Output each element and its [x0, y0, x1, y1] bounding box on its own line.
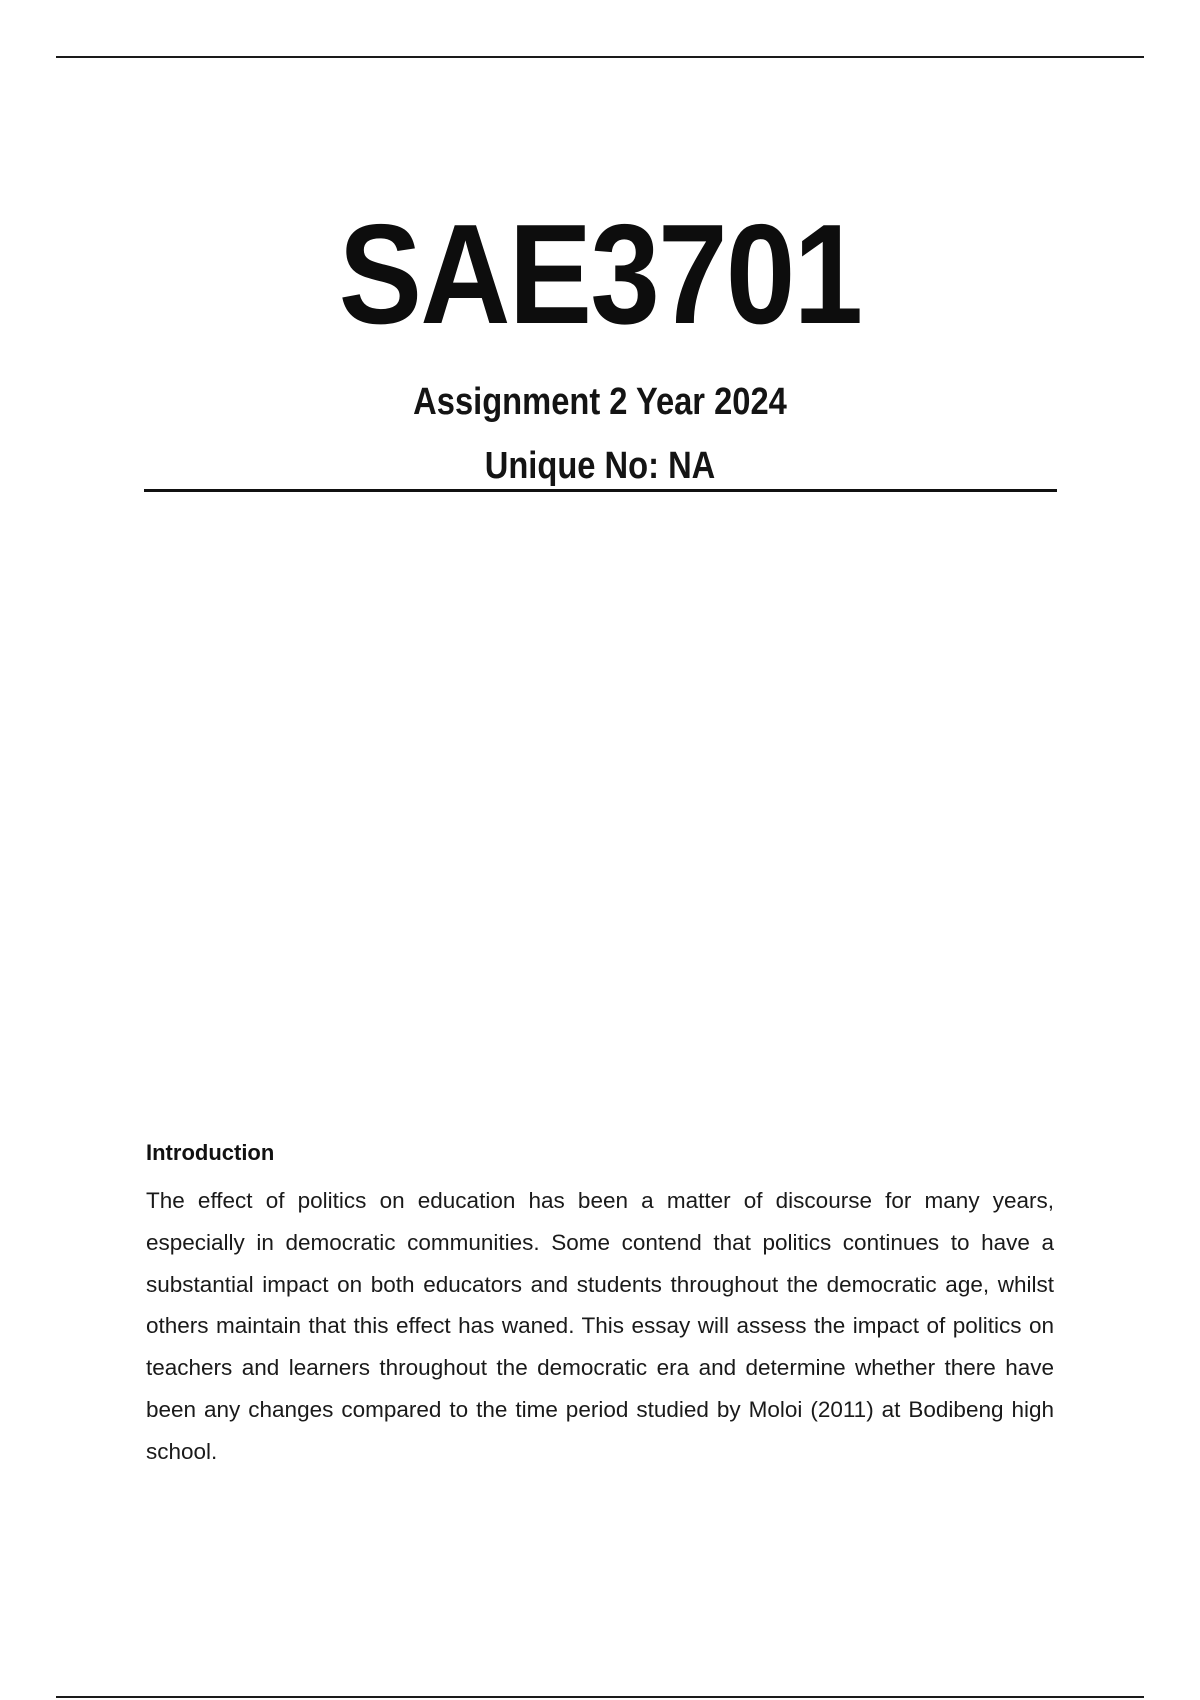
page-top-rule: [56, 56, 1144, 58]
introduction-paragraph: The effect of politics on education has been a matter of discourse for many years, especially in democratic communities. Some contend that politics continues to have a substantial impact on both educators and students throughout the democratic age, whilst others maintain that this effect has waned. This essay will assess the impact of politics on teachers and learners throughout the democratic era and determine whether there have been any changes compared to the time period studied by Moloi (2011) at Bodibeng high school.: [146, 1188, 1054, 1464]
unique-number-line: Unique No: NA: [484, 445, 716, 487]
title-underline-rule: [144, 489, 1057, 492]
page-bottom-rule: [56, 1696, 1144, 1698]
introduction-heading: Introduction: [146, 1140, 275, 1165]
assignment-subtitle: Assignment 2 Year 2024: [413, 381, 787, 423]
title-block: [0, 195, 1200, 354]
course-code-title: SAE3701: [338, 195, 862, 354]
